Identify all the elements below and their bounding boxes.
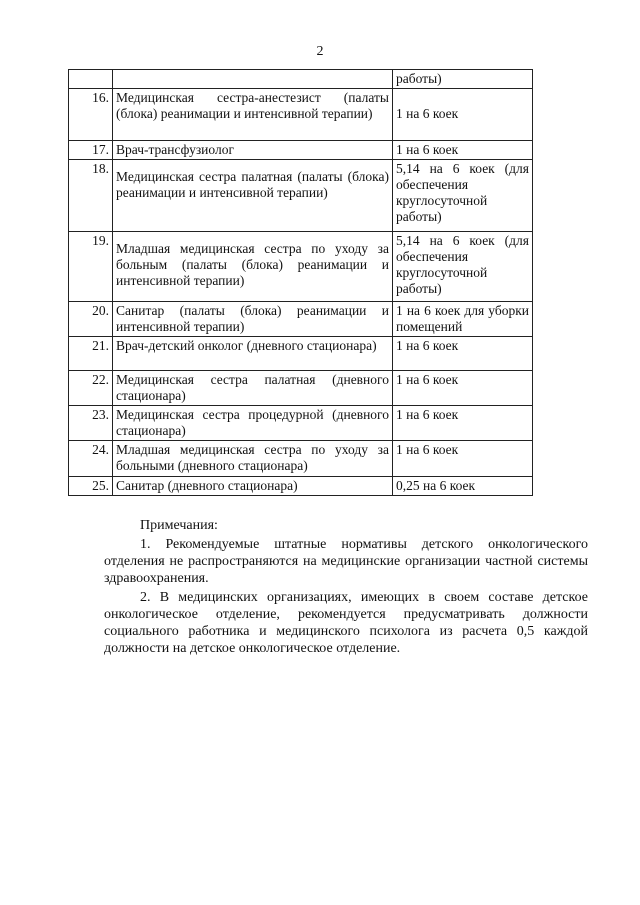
row-number: 22. [69,371,113,406]
position-cell: Медицинская сестра процедурной (дневного стационара) [113,406,393,441]
row-number: 25. [69,477,113,496]
table-row [69,70,533,89]
table-row [69,160,533,232]
table-row [69,302,533,337]
norm-cell: 1 на 6 коек [393,141,533,160]
row-number [69,70,113,89]
table-row [69,232,533,302]
table-row [69,477,533,496]
notes-section [104,517,588,659]
row-number: 19. [69,232,113,302]
position-cell: Младшая медицинская сестра по уходу за больными (дневного стационара) [113,441,393,477]
table-row [69,141,533,160]
row-number: 21. [69,337,113,371]
norm-cell: работы) [393,70,533,89]
table-row [69,441,533,477]
position-cell: Врач-детский онколог (дневного стационара) [113,337,393,371]
position-cell: Врач-трансфузиолог [113,141,393,160]
row-number: 18. [69,160,113,232]
notes-heading: Примечания: [140,518,218,533]
note-paragraph: 2. В медицинских организациях, имеющих в своем составе детское онкологическое отделение, рекомендуется предусматривать должности социального работника и медицинского психолога из расчета 0,5 каждой должности на детское онкологическое отделение. [104,590,588,656]
position-cell: Медицинская сестра палатная (палаты (блока) реанимации и интенсивной терапии) [113,160,393,232]
row-number: 16. [69,89,113,141]
table-row [69,406,533,441]
page-number: 2 [316,44,324,59]
note-paragraph: 1. Рекомендуемые штатные нормативы детского онкологического отделения не распространяются на медицинские организации частной системы здравоохранения. [104,537,588,586]
staffing-table [68,69,533,496]
row-number: 24. [69,441,113,477]
position-cell: Медицинская сестра палатная (дневного стационара) [113,371,393,406]
row-number: 17. [69,141,113,160]
norm-cell: 5,14 на 6 коек (для обеспечения круглосуточной работы) [393,160,533,232]
table-row [69,371,533,406]
norm-cell: 1 на 6 коек [393,89,533,141]
row-number: 20. [69,302,113,337]
position-cell: Медицинская сестра-анестезист (палаты (блока) реанимации и интенсивной терапии) [113,89,393,141]
table-row [69,337,533,371]
position-cell: Санитар (дневного стационара) [113,477,393,496]
norm-cell: 1 на 6 коек [393,441,533,477]
position-cell: Санитар (палаты (блока) реанимации и интенсивной терапии) [113,302,393,337]
norm-cell: 1 на 6 коек [393,371,533,406]
norm-cell: 1 на 6 коек [393,337,533,371]
norm-cell: 1 на 6 коек для уборки помещений [393,302,533,337]
position-cell: Младшая медицинская сестра по уходу за больным (палаты (блока) реанимации и интенсивной терапии) [113,232,393,302]
row-number: 23. [69,406,113,441]
norm-cell: 1 на 6 коек [393,406,533,441]
norm-cell: 5,14 на 6 коек (для обеспечения круглосуточной работы) [393,232,533,302]
norm-cell: 0,25 на 6 коек [393,477,533,496]
position-cell [113,70,393,89]
table-row [69,89,533,141]
